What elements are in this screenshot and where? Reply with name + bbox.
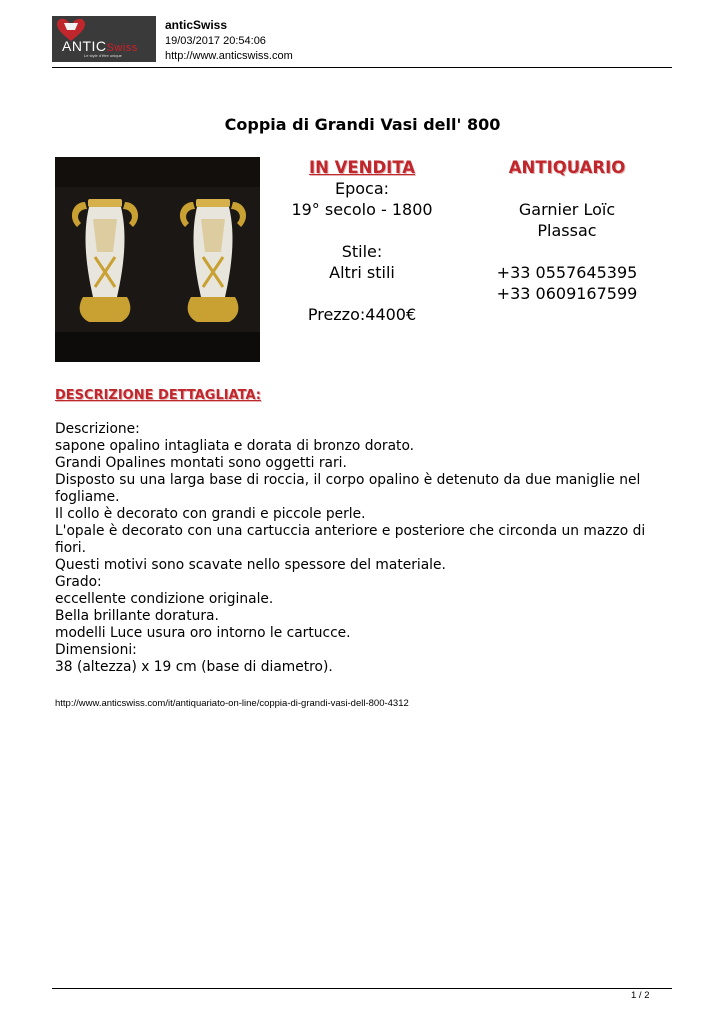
description-line: fogliame. — [55, 489, 120, 505]
epoca-value: 19° secolo - 1800 — [291, 200, 433, 219]
product-photo — [55, 157, 260, 362]
logo-tagline: Le style d'être unique — [84, 53, 122, 58]
description-line: Grado: — [55, 574, 102, 590]
description-line: Disposto su una larga base di roccia, il corpo opalino è detenuto da due maniglie nel — [55, 472, 641, 488]
header-divider — [52, 67, 672, 68]
dealer-phone-1[interactable]: +33 0557645395 — [496, 263, 638, 282]
sale-status: IN VENDITA — [308, 158, 416, 177]
dealer-heading: ANTIQUARIO — [508, 158, 626, 177]
footer-divider — [52, 988, 672, 989]
description-body — [55, 421, 655, 676]
print-date: 19/03/2017 20:54:06 — [165, 35, 266, 47]
logo-wordmark: ANTICSwiss — [62, 38, 138, 54]
description-line: Bella brillante doratura. — [55, 608, 219, 624]
description-line: sapone opalino intagliata e dorata di bronzo dorato. — [55, 438, 415, 454]
page-url-link[interactable]: http://www.anticswiss.com/it/antiquariato-on-line/coppia-di-grandi-vasi-dell-800-4312 — [55, 698, 409, 709]
vases-image — [55, 157, 260, 362]
dealer-name: Garnier Loïc — [518, 200, 616, 219]
anticswiss-logo — [52, 16, 156, 62]
sale-info — [262, 157, 462, 325]
dealer-city: Plassac — [537, 221, 597, 240]
description-line: modelli Luce usura oro intorno le cartucce. — [55, 625, 351, 641]
stile-value: Altri stili — [329, 263, 395, 282]
price: Prezzo:4400€ — [307, 305, 417, 324]
page-title: Coppia di Grandi Vasi dell' 800 — [224, 115, 501, 134]
description-line: Descrizione: — [55, 421, 140, 437]
site-url[interactable]: http://www.anticswiss.com — [165, 50, 293, 62]
description-line: Questi motivi sono scavate nello spessore del materiale. — [55, 557, 446, 573]
description-line: 38 (altezza) x 19 cm (base di diametro). — [55, 659, 333, 675]
description-line: L'opale è decorato con una cartuccia anteriore e posteriore che circonda un mazzo di — [55, 523, 646, 539]
description-line: eccellente condizione originale. — [55, 591, 274, 607]
description-heading: DESCRIZIONE DETTAGLIATA: — [55, 388, 261, 403]
site-name: anticSwiss — [165, 18, 228, 32]
page-number: 1 / 2 — [631, 990, 650, 1001]
dealer-info — [460, 157, 674, 304]
stile-label: Stile: — [341, 242, 383, 261]
description-line: Il collo è decorato con grandi e piccole perle. — [55, 506, 366, 522]
description-line: Dimensioni: — [55, 642, 137, 658]
dealer-phone-2[interactable]: +33 0609167599 — [496, 284, 638, 303]
epoca-label: Epoca: — [334, 179, 390, 198]
description-line: Grandi Opalines montati sono oggetti rari. — [55, 455, 347, 471]
description-line: fiori. — [55, 540, 87, 556]
